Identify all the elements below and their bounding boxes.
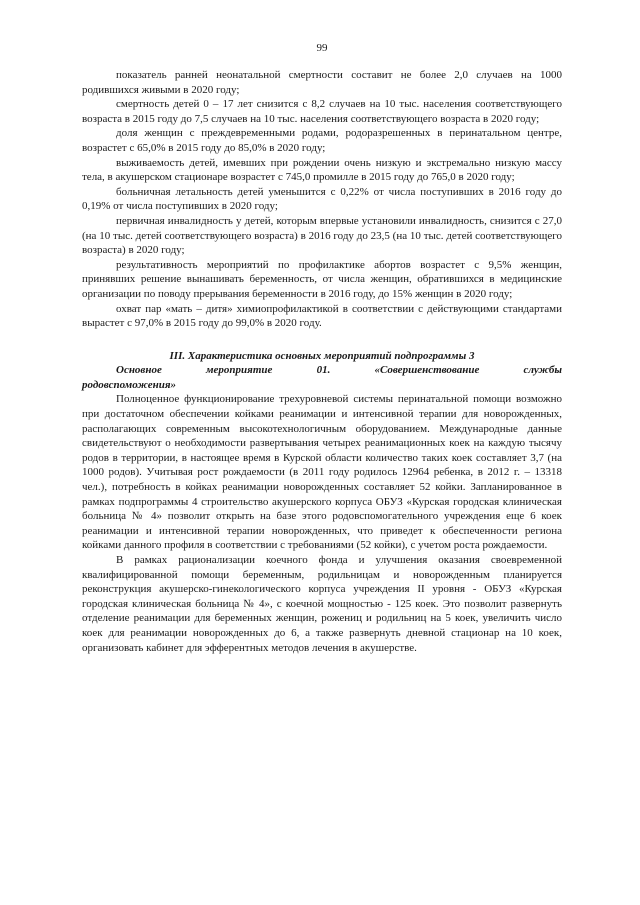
indicator-paragraph: больничная летальность детей уменьшится с 0,22% от числа поступивших в 2016 году до 0,19% от числа поступивших в 2020 году;: [82, 185, 562, 213]
body-paragraph: В рамках рационализации коечного фонда и улучшения оказания своевременной квалифицированной помощи беременным, родильницам и новорожденным планируется реконструкция акушерско-гинекологического корпуса учреждения II уровня - ОБУЗ «Курская городская клиническая больница № 4», с коечной мощностью - 125 коек. Это позволит развернуть отделение реанимации для беременных женщин, рожениц и родильниц на 5 коек, увеличить число коек для реанимации новорожденных до 6, а также развернуть дневной стационар на 10 коек, организовать кабинет для эфферентных методов лечения в акушерстве.: [82, 554, 562, 654]
document-body: [82, 68, 562, 655]
indicator-paragraph: результативность мероприятий по профилактике абортов возрастет с 9,5% женщин, принявших решение вынашивать беременность, от числа женщин, обратившихся в медицинские организации по поводу прерывания беременности в 2016 году, до 15% женщин в 2020 году;: [82, 258, 562, 300]
indicator-paragraph: выживаемость детей, имевших при рождении очень низкую и экстремально низкую массу тела, в акушерском стационаре возрастет с 745,0 промилле в 2015 году до 765,0 в 2020 году;: [82, 156, 562, 184]
section-heading: III. Характеристика основных мероприятий подпрограммы 3: [169, 349, 475, 362]
subheading-line-1: Основное мероприятие 01. «Совершенствование службы: [116, 364, 562, 377]
body-paragraph: Полноценное функционирование трехуровневой системы перинатальной помощи возможно при достаточном обеспечении койками реанимации и интенсивной терапии для новорожденных, располагающих современным высокотехнологичным оборудованием. Международные данные свидетельствуют о необходимости развертывания четырех реанимационных коек на каждую тысячу родов в территории, в настоящее время в Курской области количество таких коек составляет 3,7 (на 1000 родов). Учитывая рост рождаемости (в 2011 году родилось 12964 ребенка, в 2012 г. – 13318 чел.), потребность в койках реанимации новорожденных составляет 52 койки. Запланированное в рамках подпрограммы 4 строительство акушерского корпуса ОБУЗ «Курская городская клиническая больница № 4» позволит открыть на базе этого родовспомогательного учреждения еще 6 коек реанимации и интенсивной терапии новорожденных, что приведет к обеспеченности региона койками данного профиля в соответствии с требованиями (52 койки), с учетом роста рождаемости.: [82, 393, 562, 552]
document-page: [82, 0, 562, 905]
indicator-paragraph: смертность детей 0 – 17 лет снизится с 8,2 случаев на 10 тыс. населения соответствующего возраста в 2015 году до 7,5 случаев на 10 тыс. населения соответствующего возраста в 2020 году;: [82, 98, 562, 125]
indicator-paragraph: доля женщин с преждевременными родами, родоразрешенных в перинатальном центре, возрастет с 65,0% в 2015 году до 85,0% в 2020 году;: [82, 127, 562, 154]
subheading-line-2: родовспоможения»: [82, 378, 177, 391]
indicator-paragraph: показатель ранней неонатальной смертности составит не более 2,0 случаев на 1000 родившихся живыми в 2020 году;: [82, 69, 562, 96]
page-number: 99: [316, 42, 328, 54]
indicator-paragraph: первичная инвалидность у детей, которым впервые установили инвалидность, снизится с 27,0 (на 10 тыс. детей соответствующего возраста) в 2016 году до 23,5 (на 10 тыс. детей соответствующего возраста) в 2020 году;: [82, 214, 562, 257]
indicator-paragraph: охват пар «мать – дитя» химиопрофилактикой в соответствии с действующими стандартами вырастет с 97,0% в 2015 году до 99,0% в 2020 году.: [82, 302, 562, 330]
